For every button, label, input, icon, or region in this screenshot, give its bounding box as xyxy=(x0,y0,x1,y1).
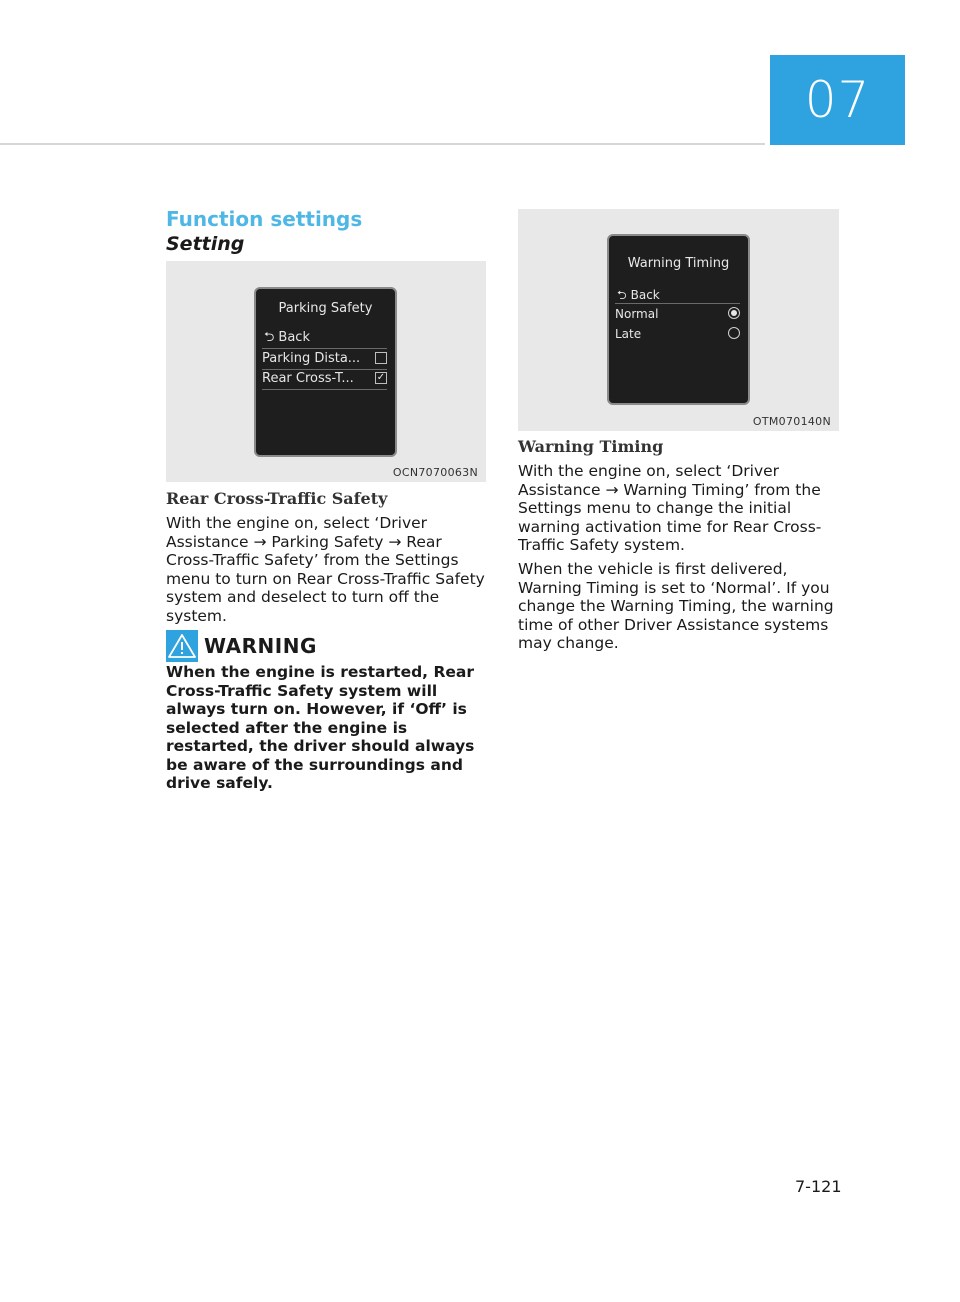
figure-warning-timing xyxy=(518,209,839,431)
menu-item-label: Rear Cross-T... xyxy=(262,371,354,386)
section-paragraph-warning-timing-2: When the vehicle is first delivered, Warning Timing is set to ‘Normal’. If you change the Warning Timing, the warning time of other Driver Assistance systems may change. xyxy=(518,560,834,652)
back-item xyxy=(264,328,310,350)
cluster-screen xyxy=(607,234,750,405)
screen-title: Parking Safety xyxy=(278,301,373,316)
radio-selected-icon xyxy=(728,307,740,319)
section-title-warning-timing: Warning Timing xyxy=(518,437,664,456)
section-paragraph-rcts: With the engine on, select ‘Driver Assistance → Parking Safety → Rear Cross-Traffic Safety’ from the Settings menu to turn on Rear Cross-Traffic Safety system and deselect to turn off the system. xyxy=(166,514,485,625)
option-label: Normal xyxy=(615,307,659,321)
warning-label: WARNING xyxy=(204,634,317,658)
section-title-rcts: Rear Cross-Traffic Safety xyxy=(166,489,388,508)
option-late xyxy=(615,324,740,344)
option-label: Late xyxy=(615,327,642,341)
checkbox-empty-icon xyxy=(375,352,387,364)
header-rule xyxy=(0,143,765,145)
option-normal xyxy=(615,303,740,324)
section-heading: Function settings xyxy=(166,207,363,231)
menu-item-label: Parking Dista... xyxy=(262,351,361,366)
menu-item-rear-cross-traffic xyxy=(262,369,387,390)
radio-unselected-icon xyxy=(728,327,740,339)
sub-heading: Setting xyxy=(166,233,245,255)
back-label: Back xyxy=(630,288,660,302)
figure-code: OCN7070063N xyxy=(392,466,478,479)
figure-parking-safety xyxy=(166,261,486,482)
menu-item-parking-distance xyxy=(262,348,387,370)
back-arrow-icon: ⮌ xyxy=(264,330,275,345)
back-label: Back xyxy=(278,330,310,345)
back-arrow-icon: ⮌ xyxy=(617,288,627,302)
figure-code: OTM070140N xyxy=(752,415,831,428)
checkbox-checked-icon: ✓ xyxy=(376,372,386,383)
page-number: 7-121 xyxy=(795,1177,842,1196)
warning-triangle-icon xyxy=(166,630,198,662)
warning-heading xyxy=(166,630,317,662)
screen-title: Warning Timing xyxy=(627,256,730,271)
cluster-screen xyxy=(254,287,397,457)
section-paragraph-warning-timing-1: With the engine on, select ‘Driver Assistance → Warning Timing’ from the Settings menu to change the initial warning activation time for Rear Cross-Traffic Safety system. xyxy=(518,462,822,554)
chapter-tab: 07 xyxy=(770,55,905,145)
warning-text: When the engine is restarted, Rear Cross-Traffic Safety system will always turn on. However, if ‘Off’ is selected after the engine is restarted, the driver should always be aware of the surroundings and drive safely. xyxy=(166,663,475,792)
